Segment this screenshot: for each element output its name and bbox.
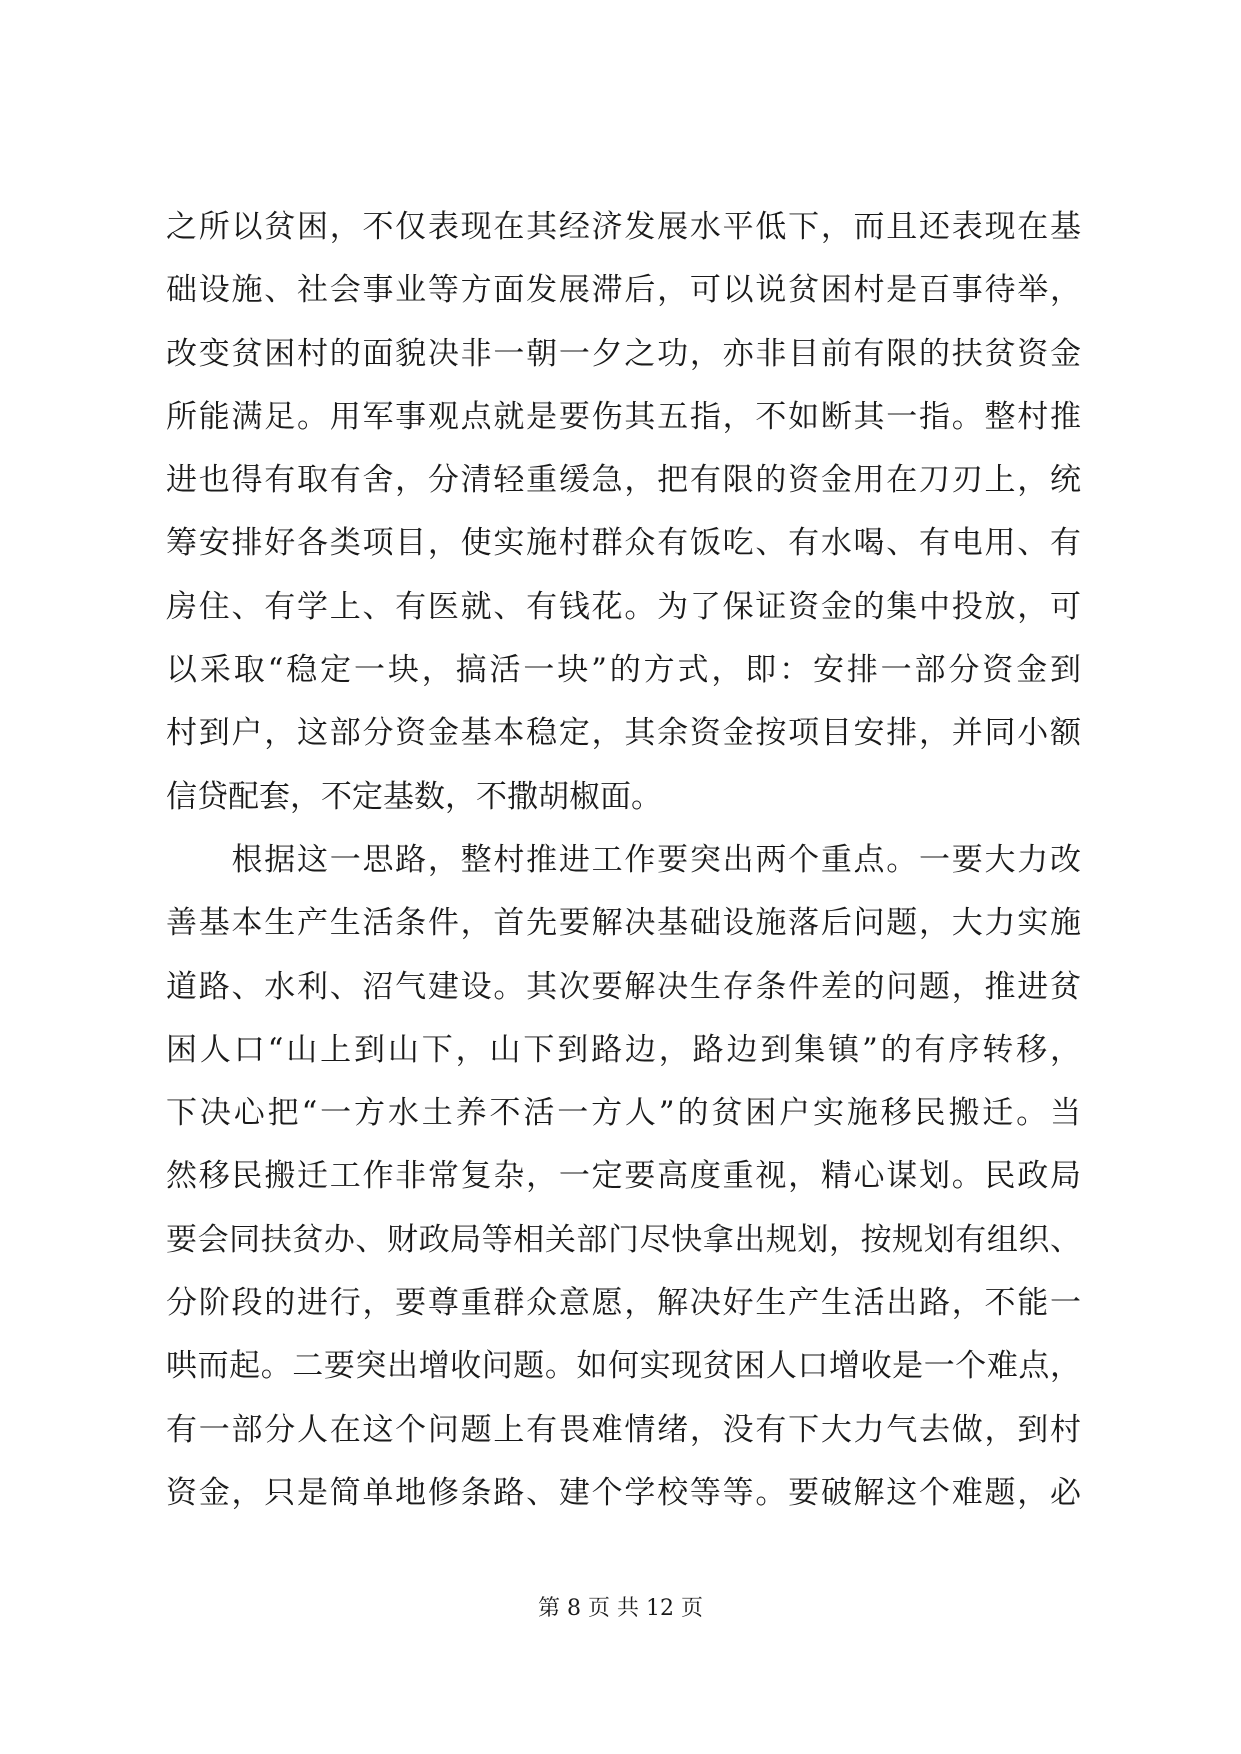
text-line: 所能满足。用军事观点就是要伤其五指，不如断其一指。整村推 [166,398,1081,435]
text-line: 哄而起。二要突出增收问题。如何实现贫困人口增收是一个难点， [166,1348,1081,1385]
text-line: 础设施、社会事业等方面发展滞后，可以说贫困村是百事待举， [166,272,1081,309]
text-line: 之所以贫困，不仅表现在其经济发展水平低下，而且还表现在基 [166,209,1081,245]
text-line: 资金，只是简单地修条路、建个学校等等。要破解这个难题，必 [166,1474,1081,1511]
text-line: 筹安排好各类项目，使实施村群众有饭吃、有水喝、有电用、有 [166,525,1081,562]
text-line: 村到户，这部分资金基本稳定，其余资金按项目安排，并同小额 [166,715,1081,752]
text-line: 道路、水利、沼气建设。其次要解决生存条件差的问题，推进贫 [166,968,1081,1005]
text-line: 然移民搬迁工作非常复杂，一定要高度重视，精心谋划。民政局 [166,1158,1081,1195]
text-line: 要会同扶贫办、财政局等相关部门尽快拿出规划，按规划有组织、 [166,1221,1081,1258]
text-line: 有一部分人在这个问题上有畏难情绪，没有下大力气去做，到村 [166,1411,1081,1448]
text-line: 困人口“山上到山下，山下到路边，路边到集镇”的有序转移， [166,1031,1081,1068]
text-line: 房住、有学上、有医就、有钱花。为了保证资金的集中投放，可 [166,588,1081,625]
text-line: 进也得有取有舍，分清轻重缓急，把有限的资金用在刀刃上，统 [166,462,1081,499]
page-number-footer: 第 8 页 共 12 页 [538,1596,703,1621]
text-line: 信贷配套，不定基数，不撒胡椒面。 [166,778,662,815]
text-line: 改变贫困村的面貌决非一朝一夕之功，亦非目前有限的扶贫资金 [166,335,1081,372]
body-text [166,196,1081,1525]
text-line: 以采取“稳定一块，搞活一块”的方式，即：安排一部分资金到 [166,652,1081,689]
text-line: 根据这一思路，整村推进工作要突出两个重点。一要大力改 [166,841,1081,878]
text-line: 善基本生产生活条件，首先要解决基础设施落后问题，大力实施 [166,905,1081,942]
text-line: 分阶段的进行，要尊重群众意愿，解决好生产生活出路，不能一 [166,1285,1081,1322]
text-line: 下决心把“一方水土养不活一方人”的贫困户实施移民搬迁。当 [166,1095,1081,1132]
